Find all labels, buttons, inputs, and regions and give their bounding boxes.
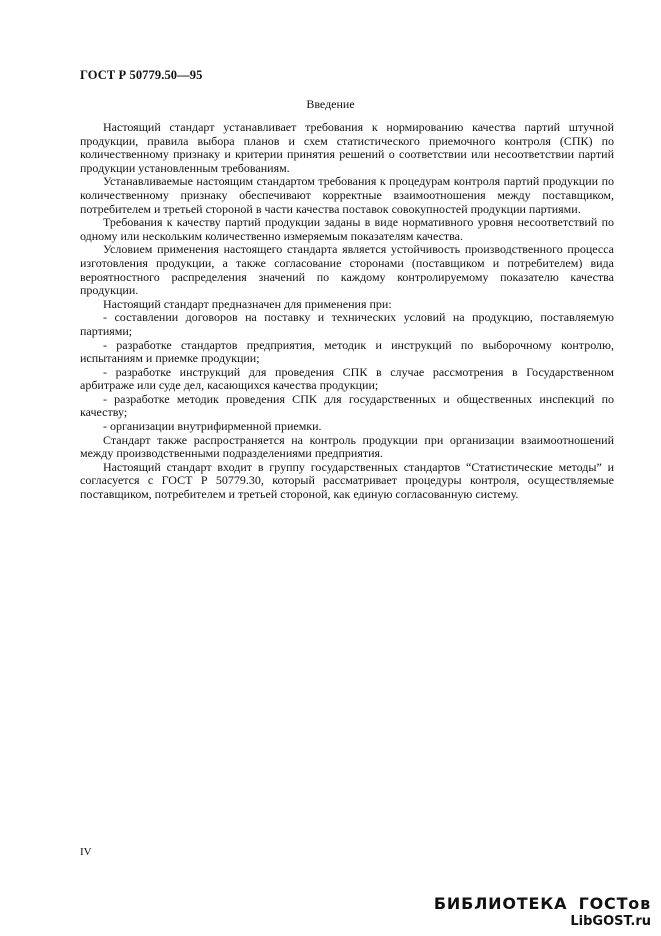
paragraph: Требования к качеству партий продукции заданы в виде нормативного уровня несоответствий по одному или нескольким количественно измеряемым показателям качества. [80,215,614,243]
list-item: - разработке методик проведения СПК для государственных и общественных инспекций по качеству; [80,391,614,420]
section-title: Введение [306,97,355,111]
list-item: - разработке стандартов предприятия, методик и инструкций по выборочному контролю, испытаниям и приемке продукции; [80,337,614,366]
document-number-header: ГОСТ Р 50779.50—95 [80,68,203,82]
page-number: IV [80,846,92,858]
watermark-title: БИБЛИОТЕКА ГОСТов [433,894,651,913]
paragraph: Стандарт также распространяется на контроль продукции при организации взаимоотношений между производственными подразделениями предприятия. [80,432,614,461]
paragraph: Настоящий стандарт входит в группу государственных стандартов “Статистические методы” и согласуется с ГОСТ Р 50779.30, который рассматривает процедуры контроля, осуществляемые поставщиком, потребителем и третьей стороной, как единую согласованную систему. [80,459,614,502]
paragraph: Настоящий стандарт устанавливает требования к нормированию качества партий штучной продукции, правила выбора планов и схем статистического приемочного контроля (СПК) по количественному признаку и критерии принятия решений о соответствии или несоответствии партий продукции установленным требованиям. [80,120,614,175]
paragraph: Устанавливаемые настоящим стандартом требования к процедурам контроля партий продукции по количественному признаку обеспечивают корректные взаимоотношения между поставщиком, потребителем и третьей стороной в части качества поставок совокупностей продукции партиями. [80,174,614,216]
watermark-logo [434,894,651,930]
paragraph: Условием применения настоящего стандарта является устойчивость производственного процесса изготовления продукции, а также согласование сторонами (поставщиком и потребителем) вида вероятностного распределения значений по каждому контролируемому показателю качества продукции. [80,242,614,298]
list-item: - составлении договоров на поставку и технических условий на продукцию, поставляемую партиями; [80,310,614,338]
paragraph: Настоящий стандарт предназначен для применения при: [103,296,392,311]
watermark-site: LibGOST.ru [570,914,651,929]
list-item: - организации внутрифирменной приемки. [103,419,322,434]
document-body [80,121,614,502]
list-item: - разработке инструкций для проведения СПК в случае рассмотрения в Государственном арбитраже или суде дел, касающихся качества продукции; [80,364,614,393]
